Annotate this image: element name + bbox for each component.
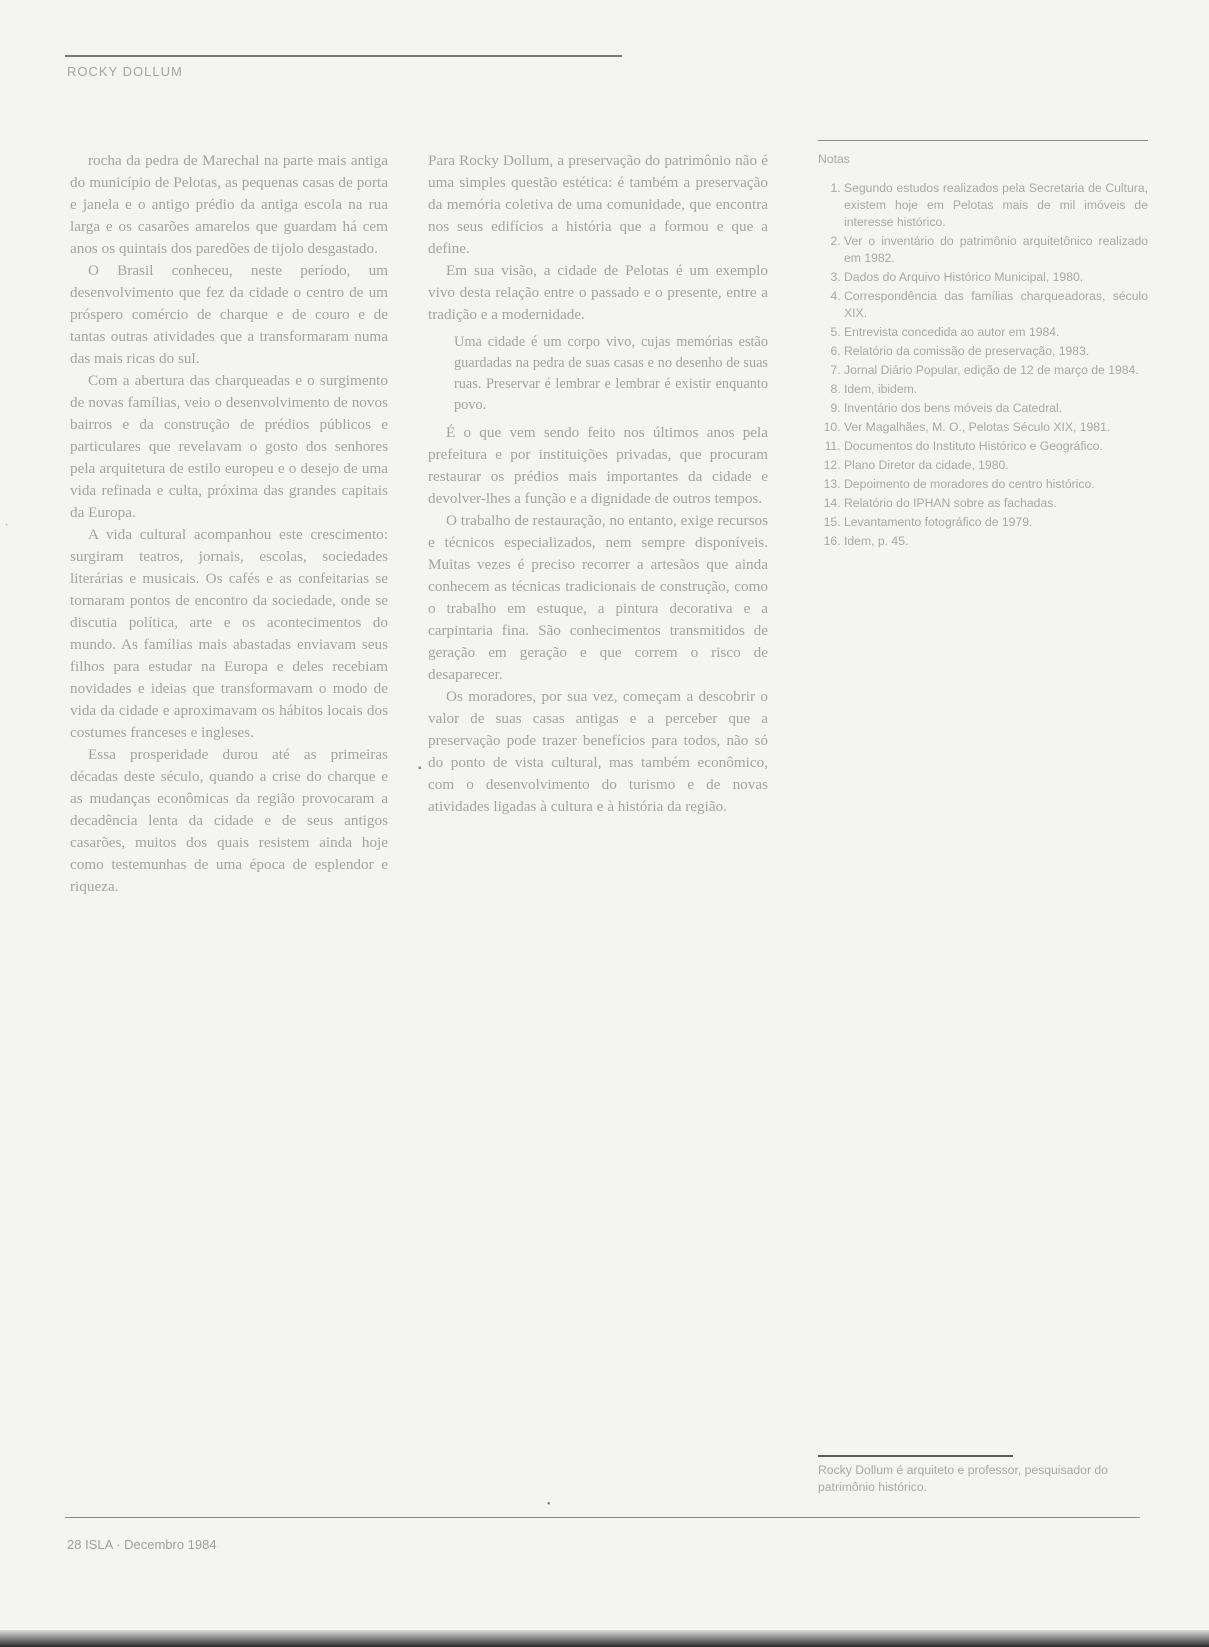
block-quote: Uma cidade é um corpo vivo, cujas memórias estão guardadas na pedra de suas casas e no desenho de suas ruas. Preservar é lembrar e lembrar é existir enquanto povo. [454,334,768,413]
note-item: 7. Jornal Diário Popular, edição de 12 de março de 1984. [844,362,1148,379]
scan-edge-shadow [0,1630,1209,1647]
note-item: 8. Idem, ibidem. [844,381,1148,398]
paragraph: Essa prosperidade durou até as primeiras décadas deste século, quando a crise do charque e as mudanças econômicas da região provocaram a decadência lenta da cidade e de seus antigos casarões, muitos dos quais resistem ainda hoje como testemunhas de uma época de esplendor e riqueza. [70,746,388,895]
top-rule [65,55,622,57]
bio-rule [818,1455,1013,1457]
note-item: 2. Ver o inventário do patrimônio arquitetônico realizado em 1982. [844,233,1148,267]
note-item: 4. Correspondência das famílias charqueadoras, século XIX. [844,288,1148,322]
running-head: ROCKY DOLLUM [67,64,183,79]
notes-list [818,180,1148,550]
paragraph: rocha da pedra de Marechal na parte mais antiga do município de Pelotas, as pequenas casas de porta e janela e o antigo prédio da antiga escola na rua larga e os casarões amarelos que guardam há cem anos os quintais dos paredões de tijolo desgastado. [70,152,388,257]
page-footer: 28 ISLA · Decembro 1984 [67,1537,217,1552]
note-item: 1. Segundo estudos realizados pela Secretaria de Cultura, existem hoje em Pelotas mais de mil imóveis de interesse histórico. [844,180,1148,231]
author-bio: Rocky Dollum é arquiteto e professor, pesquisador do patrimônio histórico. [818,1463,1108,1494]
note-item: 15. Levantamento fotográfico de 1979. [844,514,1148,531]
notes-column [818,145,1148,552]
bottom-rule [65,1517,1140,1518]
notes-heading: Notas [818,152,850,166]
paragraph: Para Rocky Dollum, a preservação do patrimônio não é uma simples questão estética: é também a preservação da memória coletiva de uma comunidade, que encontra nos seus edifícios a história que a formou e que a define. [428,152,768,257]
paragraph: O trabalho de restauração, no entanto, exige recursos e técnicos especializados, nem sempre disponíveis. Muitas vezes é preciso recorrer a artesãos que ainda conhecem as técnicas tradicionais de construção, como o trabalho em estuque, a pintura decorativa e a carpintaria fina. São conhecimentos transmitidos de geração em geração e que correm o risco de desaparecer. [428,512,768,683]
article-column-2 [428,150,768,818]
article-column-1 [70,150,388,898]
paragraph: Em sua visão, a cidade de Pelotas é um exemplo vivo desta relação entre o passado e o presente, entre a tradição e a modernidade. [428,262,768,323]
note-item: 5. Entrevista concedida ao autor em 1984. [844,324,1148,341]
edge-speck: • [5,520,9,530]
note-item: 11. Documentos do Instituto Histórico e Geográfico. [844,438,1148,455]
paragraph: Com a abertura das charqueadas e o surgimento de novas famílias, veio o desenvolvimento de novos bairros e da construção de prédios públicos e particulares que revelavam o gosto dos senhores pela arquitetura de estilo europeu e o desejo de uma vida refinada e culta, próxima das grandes capitais da Europa. [70,372,388,521]
paragraph: A vida cultural acompanhou este crescimento: surgiram teatros, jornais, escolas, sociedades literárias e musicais. Os cafés e as confeitarias se tornaram pontos de encontro da sociedade, onde se discutia política, arte e os acontecimentos do mundo. As famílias mais abastadas enviavam seus filhos para estudar na Europa e deles recebiam novidades e ideias que transformavam o modo de vida da cidade e aproximavam os hábitos locais dos costumes franceses e ingleses. [70,526,388,741]
paragraph: Os moradores, por sua vez, começam a descobrir o valor de suas casas antigas e a perceber que a preservação pode trazer benefícios para todos, não só do ponto de vista cultural, mas também econômico, com o desenvolvimento do turismo e de novas atividades ligadas à cultura e à história da região. [428,688,768,815]
center-mark: • [547,1499,551,1510]
note-item: 12. Plano Diretor da cidade, 1980. [844,457,1148,474]
note-item: 14. Relatório do IPHAN sobre as fachadas. [844,495,1148,512]
note-item: 3. Dados do Arquivo Histórico Municipal, 1980. [844,269,1148,286]
note-item: 6. Relatório da comissão de preservação, 1983. [844,343,1148,360]
paragraph: O Brasil conheceu, neste período, um desenvolvimento que fez da cidade o centro de um próspero comércio de charque e de couro e de tantas outras atividades que a transformaram numa das mais ricas do sul. [70,262,388,367]
note-item: 9. Inventário dos bens móveis da Catedral. [844,400,1148,417]
paragraph: É o que vem sendo feito nos últimos anos pela prefeitura e por instituições privadas, que procuram restaurar os prédios mais importantes da cidade e devolver-lhes a função e a dignidade de outros tempos. [428,424,768,507]
note-item: 13. Depoimento de moradores do centro histórico. [844,476,1148,493]
note-item: 10. Ver Magalhães, M. O., Pelotas Século XIX, 1981. [844,419,1148,436]
margin-mark: ▪ [418,763,422,774]
note-item: 16. Idem, p. 45. [844,533,1148,550]
notes-rule [818,140,1148,141]
